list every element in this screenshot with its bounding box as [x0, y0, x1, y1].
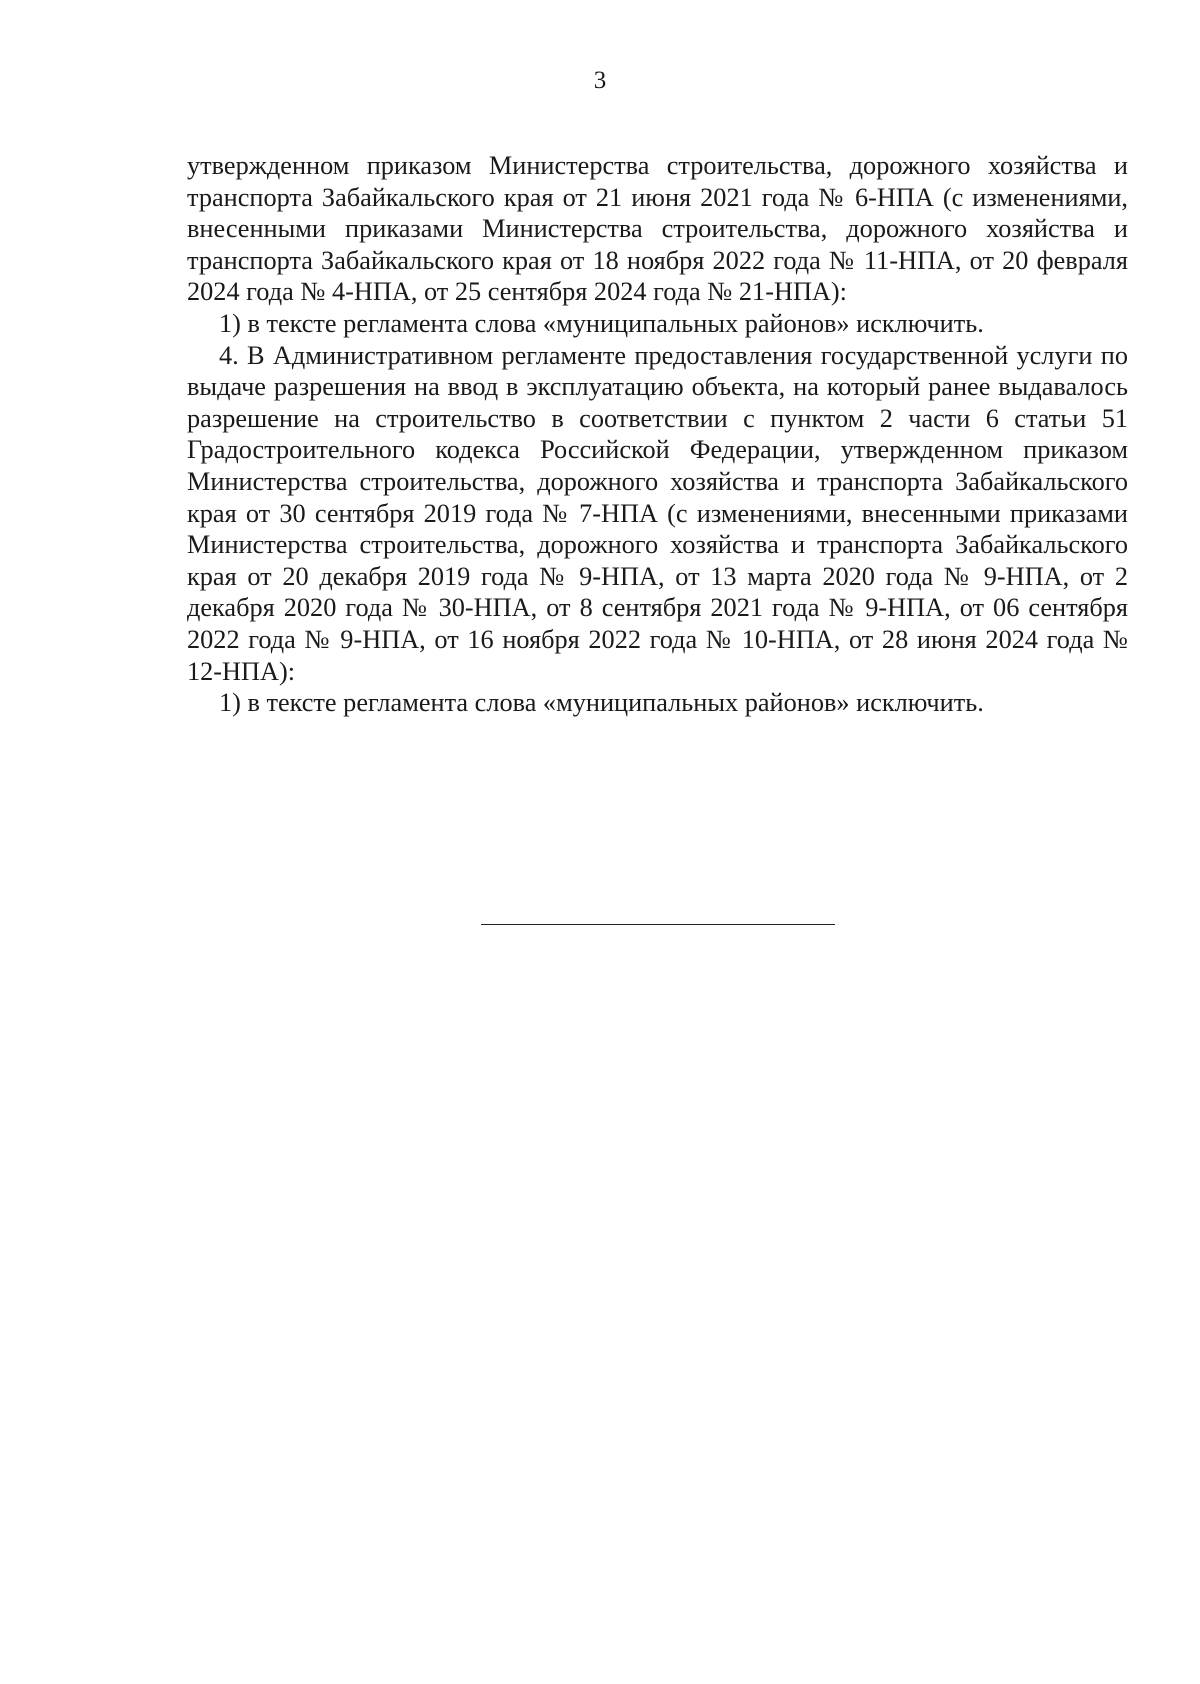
paragraph-subitem-1: 1) в тексте регламента слова «муниципальных районов» исключить. [219, 308, 984, 338]
document-body [187, 150, 1128, 719]
paragraph-item-4-subitem-1: 1) в тексте регламента слова «муниципальных районов» исключить. [219, 688, 984, 718]
closing-divider-line [481, 924, 835, 925]
paragraph-amendment-continuation: утвержденном приказом Министерства строительства, дорожного хозяйства и транспорта Забайкальского края от 21 июня 2021 года № 6-НПА (с изменениями, внесенными приказами Министерства строительства, дорожного хозяйства и транспорта Забайкальского края от 18 ноября 2022 года № 11-НПА, от 20 февраля 2024 года № 4-НПА, от 25 сентября 2024 года № 21-НПА): [187, 151, 1128, 307]
page-number: 3 [593, 67, 607, 94]
paragraph-item-4: 4. В Административном регламенте предоставления государственной услуги по выдаче разрешения на ввод в эксплуатацию объекта, на который ранее выдавалось разрешение на строительство в соответствии с пунктом 2 части 6 статьи 51 Градостроительного кодекса Российской Федерации, утвержденном приказом Министерства строительства, дорожного хозяйства и транспорта Забайкальского края от 30 сентября 2019 года № 7-НПА (с изменениями, внесенными приказами Министерства строительства, дорожного хозяйства и транспорта Забайкальского края от 20 декабря 2019 года № 9-НПА, от 13 марта 2020 года № 9-НПА, от 2 декабря 2020 года № 30-НПА, от 8 сентября 2021 года № 9-НПА, от 06 сентября 2022 года № 9-НПА, от 16 ноября 2022 года № 10-НПА, от 28 июня 2024 года № 12-НПА): [187, 340, 1128, 686]
